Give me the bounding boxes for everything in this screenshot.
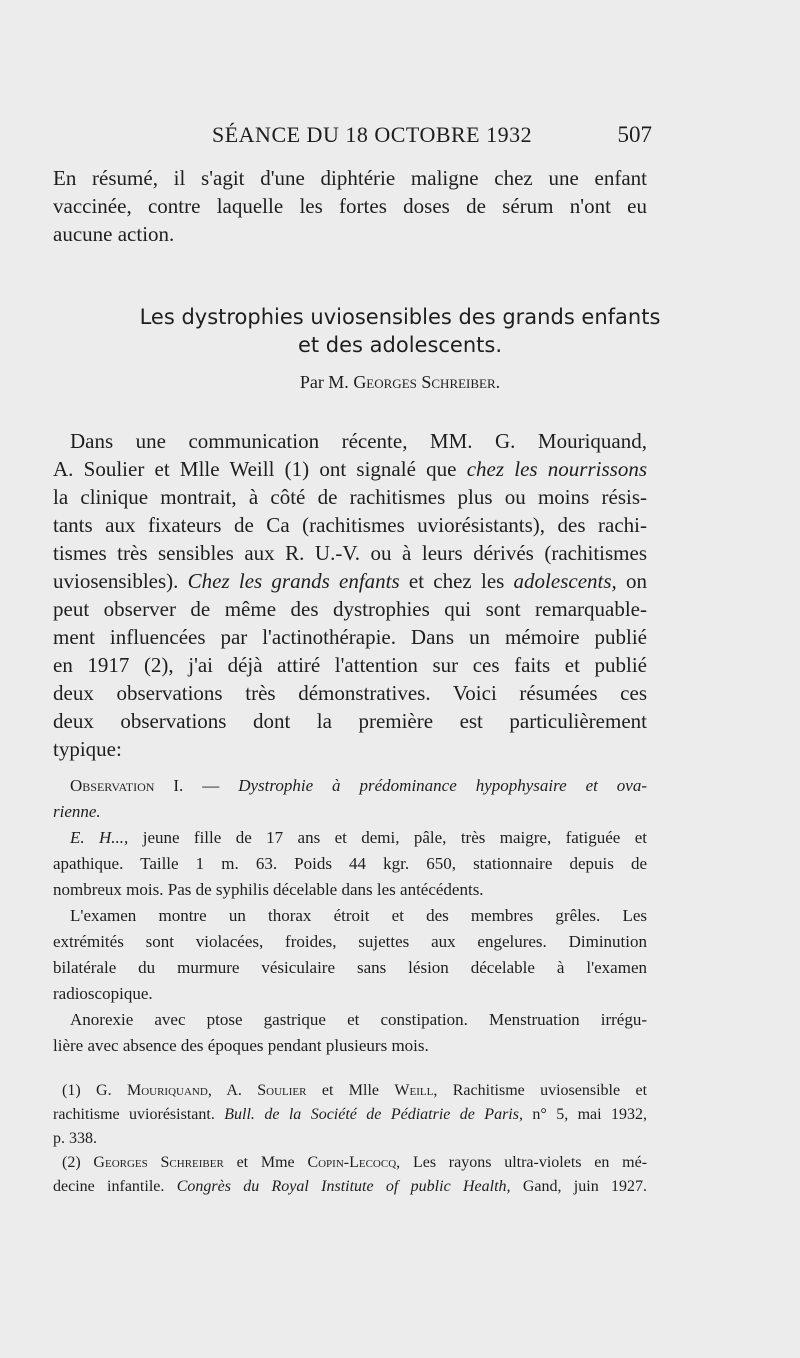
observation-dash: —: [202, 776, 220, 795]
footnote-text: decine infantile.: [53, 1178, 165, 1195]
observation-line-2: apathique. Taille 1 m. 63. Poids 44 kgr. 650, stationnaire depuis de: [53, 854, 647, 873]
body-line-4: tants aux fixateurs de Ca (rachitismes uviorésistants), des rachi-: [53, 513, 647, 537]
byline-author: Georges Schreiber.: [353, 372, 501, 392]
observation-label: Observation I.: [70, 776, 184, 795]
observation-line-4: L'examen montre un thorax étroit et des membres grêles. Les: [70, 906, 647, 925]
footnote-text: et Mlle: [321, 1082, 380, 1099]
intro-line-3: aucune action.: [53, 222, 175, 246]
intro-line-1: En résumé, il s'agit d'une diphtérie maligne chez une enfant: [53, 166, 647, 190]
body-line-1: Dans une communication récente, MM. G. Mouriquand,: [70, 429, 647, 453]
footnote-text: Gand, juin 1927.: [522, 1178, 648, 1195]
body-line-5: tismes très sensibles aux R. U.-V. ou à leurs dérivés (rachitismes: [53, 541, 647, 565]
body-line-11: deux observations dont la première est particulièrement: [53, 709, 647, 733]
observation-line-3: nombreux mois. Pas de syphilis décelable dans les antécédents.: [53, 880, 484, 899]
body-emphasis: adolescents,: [513, 569, 617, 593]
article-title-line-1: Les dystrophies uviosensibles des grands enfants: [139, 305, 661, 329]
footnote-marker: (2): [62, 1154, 81, 1171]
body-emphasis: Chez les grands enfants: [187, 569, 400, 593]
body-line-2: [53, 454, 647, 484]
observation-line-9: lière avec absence des époques pendant plusieurs mois.: [53, 1036, 429, 1055]
observation-line-8: Anorexie avec ptose gastrique et constipation. Menstruation irrégu-: [70, 1010, 647, 1029]
observation-line-6: bilatérale du murmure vésiculaire sans lésion décelable à l'examen: [53, 958, 647, 977]
footnote-authors: Georges Schreiber: [93, 1154, 224, 1171]
running-head: SÉANCE DU 18 OCTOBRE 1932: [212, 122, 533, 147]
footnote-marker: (1) G.: [62, 1082, 112, 1099]
footnote-2-line-2: [53, 1175, 647, 1199]
observation-heading: [70, 773, 647, 799]
footnote-1-line-2: [53, 1103, 647, 1127]
body-line-9: en 1917 (2), j'ai déjà attiré l'attention sur ces faits et publié: [53, 653, 647, 677]
body-emphasis: chez les nourrissons: [466, 457, 648, 481]
body-text: on: [626, 569, 648, 593]
observation-heading-cont: [53, 799, 647, 825]
body-text: A. Soulier et Mlle Weill (1) ont signalé que: [53, 457, 457, 481]
footnote-text: et Mme: [236, 1154, 295, 1171]
observation-text: jeune fille de 17 ans et demi, pâle, très maigre, fatiguée et: [142, 828, 648, 847]
body-text: uviosensibles).: [53, 569, 179, 593]
body-line-6: [53, 566, 647, 596]
footnote-journal: Bull. de la Société de Pédiatrie de Paris,: [224, 1106, 523, 1123]
body-text: et chez les: [408, 569, 505, 593]
footnote-1-line-1: [62, 1079, 647, 1103]
observation-title: Dystrophie à prédominance hypophysaire et ova-: [238, 776, 648, 795]
body-line-10: deux observations très démonstratives. Voici résumées ces: [53, 681, 647, 705]
page-number: 507: [617, 122, 652, 147]
footnote-text: rachitisme uviorésistant.: [53, 1106, 215, 1123]
footnote-authors: Copin-Lecocq,: [307, 1154, 401, 1171]
footnote-text: Rachitisme uviosensible et: [452, 1082, 648, 1099]
footnote-text: n° 5, mai 1932,: [532, 1106, 648, 1123]
body-line-3: la clinique montrait, à côté de rachitismes plus ou moins résis-: [53, 485, 647, 509]
article-byline: [0, 372, 800, 393]
footnote-2-line-1: [62, 1151, 647, 1175]
observation-title-cont: rienne.: [53, 802, 101, 821]
intro-line-2: vaccinée, contre laquelle les fortes doses de sérum n'ont eu: [53, 194, 647, 218]
observation-line-1: [70, 825, 647, 851]
footnote-1-line-3: p. 338.: [53, 1130, 97, 1147]
footnote-authors: Weill,: [394, 1082, 438, 1099]
body-line-7: peut observer de même des dystrophies qui sont remarquable-: [53, 597, 647, 621]
footnote-journal: Congrès du Royal Institute of public Health,: [176, 1178, 511, 1195]
observation-line-7: radioscopique.: [53, 984, 153, 1003]
article-title-line-2: et des adolescents.: [297, 333, 503, 357]
patient-initials: E. H...,: [70, 828, 129, 847]
byline-prefix: Par M.: [299, 372, 349, 392]
page-header: [212, 118, 652, 152]
footnote-text: Les rayons ultra-violets en mé-: [412, 1154, 648, 1171]
body-line-8: ment influencées par l'actinothérapie. Dans un mémoire publié: [53, 625, 647, 649]
observation-line-5: extrémités sont violacées, froides, sujettes aux engelures. Diminution: [53, 932, 647, 951]
body-line-12: typique:: [53, 737, 122, 761]
footnote-authors: Mouriquand, A. Soulier: [126, 1082, 307, 1099]
